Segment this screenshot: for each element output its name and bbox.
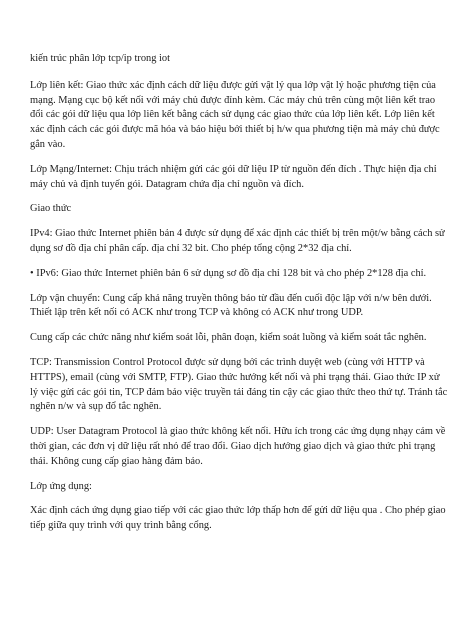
heading-application-layer: Lớp ứng dụng: (30, 480, 92, 492)
paragraph-tcp: TCP: Transmission Control Protocol được sử dụng bởi các trình duyệt web (cùng với HTTP và HTTPS), email (cùng với SMTP, FTP). Giao thức hướng kết nối và phi trạng thái. Giao thức IP xử lý việc gửi các gói tin, TCP đảm bảo việc truyền tải đáng tin cậy các giao thức theo thứ tự. Tránh tắc nghẽn n/w và sụp đổ tắc nghẽn. (30, 356, 448, 413)
paragraph-transport-layer: Lớp vận chuyển: Cung cấp khả năng truyền thông báo từ đầu đến cuối độc lập với n/w bên dưới. Thiết lập trên kết nối có ACK như trong TCP và không có ACK như trong UDP. (30, 292, 432, 319)
document-title: kiến trúc phân lớp tcp/ip trong iot (30, 53, 170, 64)
heading-protocols: Giao thức (30, 203, 72, 215)
paragraph-network-layer: Lớp Mạng/Internet: Chịu trách nhiệm gửi các gói dữ liệu IP từ nguồn đến đích . Thực hiện địa chỉ máy chủ và định tuyến gói. Datagram chứa địa chỉ nguồn và đích. (30, 163, 437, 190)
paragraph-link-layer: Lớp liên kết: Giao thức xác định cách dữ liệu được gửi vật lý qua lớp vật lý hoặc phương tiện của mạng. Mạng cục bộ kết nối với máy chủ được đính kèm. Các máy chủ trên cùng một liên kết trao đổi các gói dữ liệu qua lớp liên kết bằng cách sử dụng các giao thức của lớp liên kết. Lớp liên kết xác định cách các gói được mã hóa và báo hiệu bởi thiết bị h/w qua phương tiện mà máy chủ được gắn vào. (30, 79, 440, 150)
paragraph-ipv6: • IPv6: Giao thức Internet phiên bản 6 sử dụng sơ đồ địa chỉ 128 bit và cho phép 2*128 địa chỉ. (30, 267, 427, 279)
document-page (30, 52, 450, 534)
paragraph-ipv4: IPv4: Giao thức Internet phiên bản 4 được sử dụng để xác định các thiết bị trên một/w bằng cách sử dụng sơ đồ địa chỉ phân cấp. địa chỉ 32 bit. Cho phép tổng cộng 2*32 địa chỉ. (30, 228, 445, 254)
paragraph-transport-functions: Cung cấp các chức năng như kiểm soát lỗi, phân đoạn, kiểm soát luồng và kiểm soát tắc nghẽn. (30, 332, 427, 344)
paragraph-udp: UDP: User Datagram Protocol là giao thức không kết nối. Hữu ích trong các ứng dụng nhạy cảm về thời gian, các đơn vị dữ liệu rất nhỏ để trao đổi. Giao dịch hướng giao dịch và giao thức phi trạng thái. Không cung cấp giao hàng đảm bảo. (30, 426, 446, 467)
paragraph-application-layer: Xác định cách ứng dụng giao tiếp với các giao thức lớp thấp hơn để gửi dữ liệu qua . Cho phép giao tiếp giữa quy trình với quy trình bằng cổng. (30, 505, 446, 532)
